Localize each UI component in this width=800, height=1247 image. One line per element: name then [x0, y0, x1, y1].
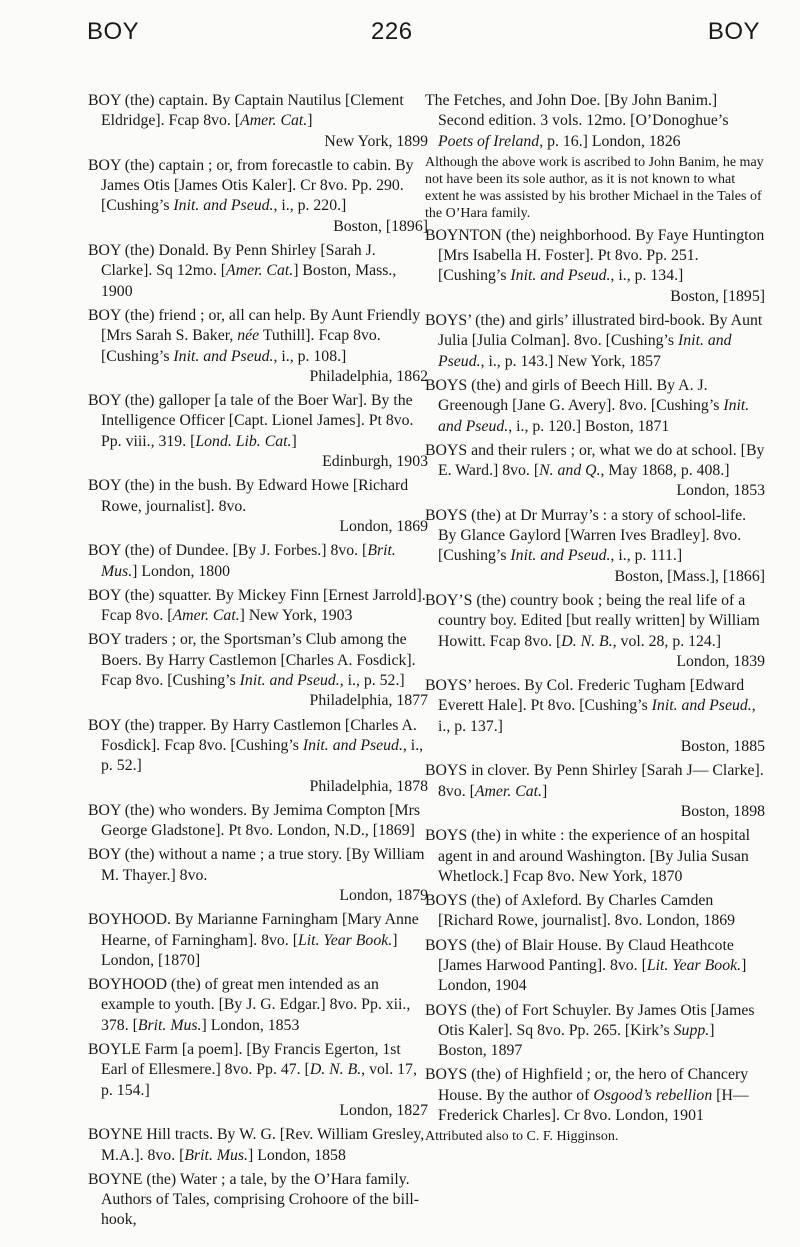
catalog-entry — [88, 1040, 428, 1121]
entry-text: BOYS’ heroes. By Col. Frederic Tugham [Edward Everett Hale]. Pt 8vo. [Cushing’s — [425, 677, 745, 715]
entry-italic-text: Init. and Pseud. — [510, 547, 611, 565]
entry-italic-text: Init. and Pseud. — [438, 397, 750, 435]
right-column — [425, 91, 765, 1149]
entry-text: ] London, [1870] — [101, 931, 398, 969]
entry-text: , i., p. 111.] — [610, 547, 683, 565]
entry-text: ] — [307, 112, 313, 130]
entry-text: [H— Frederick Charles]. Cr 8vo. London, 1901 — [438, 1086, 749, 1125]
entry-italic-text: Init. and Pseud. — [302, 736, 403, 754]
entry-text: ] London, 1858 — [248, 1146, 346, 1164]
entry-text: , i., p. 220.] — [273, 197, 347, 215]
entry-text: BOYHOOD (the) of great men intended as an example to youth. [By J. G. Edgar.] 8vo. Pp. xii., 378. [ — [88, 976, 411, 1034]
entry-text: BOYS (the) at Dr Murray’s : a story of school-life. By Glance Gaylord [Warren Ives Bradley]. 8vo. [Cushing’s — [425, 506, 747, 565]
entry-italic-text: Lit. Year Book. — [297, 931, 393, 949]
catalog-entry — [425, 591, 765, 672]
entry-imprint: Edinburgh, 1903 — [322, 453, 428, 471]
entry-text: BOYNE (the) Water ; a tale, by the O’Hara family. Authors of Tales, comprising Crohoore of the bill-hook, — [88, 1170, 419, 1229]
catalog-entry — [88, 910, 428, 971]
entry-text: BOYHOOD. By Marianne Farningham [Mary Anne Hearne, of Farningham]. 8vo. [ — [88, 911, 419, 949]
page-number: 226 — [371, 18, 413, 45]
entry-text: , vol. 28, p. 124.] — [612, 632, 722, 650]
entry-text: , i., p. 108.] — [273, 347, 347, 365]
entry-imprint: Boston, 1885 — [680, 738, 765, 756]
catalog-entry — [88, 716, 428, 797]
entry-text: , i., p. 134.] — [610, 267, 684, 285]
entry-text: BOY (the) trapper. By Harry Castlemon [Charles A. Fosdick]. Fcap 8vo. [Cushing’s — [88, 716, 417, 754]
entry-text: ] New York, 1903 — [239, 607, 353, 625]
entry-text: BOY (the) captain. By Captain Nautilus [Clement Eldridge]. Fcap 8vo. [ — [88, 92, 404, 130]
entry-italic-text: née — [237, 327, 260, 345]
header-right-word: BOY — [707, 18, 760, 45]
catalog-entry — [425, 891, 765, 932]
entry-italic-text: Init. and Pseud. — [438, 332, 732, 370]
entry-text: BOYS (the) of Highfield ; or, the hero of Chancery House. By the author of — [425, 1066, 749, 1104]
entry-text: ] London, 1800 — [132, 562, 230, 580]
entry-text: BOY (the) in the bush. By Edward Howe [Richard Rowe, journalist]. 8vo. — [88, 477, 409, 515]
entry-italic-text: Brit. Mus. — [101, 542, 396, 580]
catalog-entry — [88, 476, 428, 537]
entry-italic-text: Amer. Cat. — [240, 112, 308, 130]
catalog-entry — [425, 761, 765, 822]
catalog-entry — [425, 226, 765, 307]
entry-italic-text: Init. and Pseud. — [651, 697, 752, 715]
catalog-entry — [88, 586, 428, 627]
entry-text: BOYS (the) of Axleford. By Charles Camden [Richard Rowe, journalist]. 8vo. London, 1869 — [425, 892, 736, 930]
entry-text: , i., p. 143.] New York, 1857 — [480, 352, 661, 370]
entry-text: ] London, 1904 — [438, 956, 747, 995]
entry-italic-text: Poets of Ireland — [438, 132, 540, 150]
entry-text: BOYS in clover. By Penn Shirley [Sarah J— Clarke]. 8vo. [ — [425, 762, 764, 800]
entry-text: , p. 16.] London, 1826 — [539, 132, 681, 150]
entry-italic-text: Amer. Cat. — [474, 782, 542, 800]
entry-imprint: London, 1869 — [339, 517, 428, 535]
catalog-entry — [88, 91, 428, 152]
catalog-entry — [425, 1065, 765, 1145]
entry-text: ] Boston, Mass., 1900 — [101, 262, 397, 300]
catalog-entry — [425, 676, 765, 757]
entry-italic-text: Brit. Mus. — [137, 1016, 202, 1034]
catalog-entry — [88, 241, 428, 302]
entry-note: Attributed also to C. F. Higginson. — [425, 1129, 619, 1145]
entry-text: BOYLE Farm [a poem]. [By Francis Egerton, 1st Earl of Ellesmere.] 8vo. Pp. 47. [ — [88, 1041, 401, 1079]
entry-italic-text: Amer. Cat. — [172, 607, 240, 625]
entry-imprint: Boston, [1896] — [333, 217, 428, 235]
entry-italic-text: Lit. Year Book. — [646, 956, 742, 974]
catalog-entry — [425, 936, 765, 997]
entry-text: BOYS (the) and girls of Beech Hill. By A. J. Greenough [Jane G. Avery]. 8vo. [Cushing’s — [425, 376, 724, 415]
entry-imprint: Boston, [1895] — [670, 287, 765, 305]
entry-imprint: Philadelphia, 1877 — [309, 692, 428, 710]
catalog-entry — [88, 541, 428, 582]
entry-italic-text: Init. and Pseud. — [510, 267, 611, 285]
entry-note: Although the above work is ascribed to John Banim, he may not have been its sole author, as it is not known to what extent he was assisted by his brother Michael in the Tales of the O’Hara family. — [425, 154, 764, 221]
catalog-entry — [88, 801, 428, 842]
entry-text: ] London, 1853 — [201, 1016, 300, 1034]
running-header — [0, 18, 800, 52]
entry-imprint: London, 1827 — [339, 1101, 428, 1119]
entry-italic-text: Init. and Pseud. — [173, 347, 274, 365]
entry-italic-text: Init. and Pseud. — [173, 197, 274, 215]
catalog-entry — [425, 311, 765, 372]
left-column — [88, 91, 428, 1235]
entry-imprint: Boston, [Mass.], [1866] — [614, 567, 765, 585]
entry-text: BOY’S (the) country book ; being the real life of a country boy. Edited [but really written] by William Howitt. Fcap 8vo. [ — [425, 591, 760, 650]
entry-text: , vol. 17, p. 154.] — [101, 1061, 417, 1099]
entry-text: BOYS (the) of Fort Schuyler. By James Otis [James Otis Kaler]. Sq 8vo. Pp. 265. [Kirk’s — [425, 1001, 755, 1039]
entry-text: BOYS (the) of Blair House. By Claud Heathcote [James Harwood Panting]. 8vo. [ — [425, 936, 734, 974]
catalog-entry — [425, 441, 765, 502]
entry-text: BOY (the) of Dundee. [By J. Forbes.] 8vo. [ — [88, 542, 368, 560]
entry-text: BOY traders ; or, the Sportsman’s Club among the Boers. By Harry Castlemon [Charles A. Fosdick]. Fcap 8vo. [Cushing’s — [88, 631, 416, 690]
entry-text: , i., p. 120.] Boston, 1871 — [508, 417, 670, 435]
entry-text: BOYS and their rulers ; or, what we do at school. [By E. Ward.] 8vo. [ — [425, 441, 765, 480]
entry-text: ] — [542, 782, 548, 800]
catalog-entry — [425, 826, 765, 887]
entry-imprint: Boston, 1898 — [680, 802, 765, 820]
entry-text: BOY (the) friend ; or, all can help. By Aunt Friendly [Mrs Sarah S. Baker, — [88, 306, 421, 345]
entry-text: The Fetches, and John Doe. [By John Banim.] Second edition. 3 vols. 12mo. [O’Donoghue’s — [425, 92, 729, 130]
entry-italic-text: Lond. Lib. Cat. — [195, 432, 292, 450]
entry-imprint: Philadelphia, 1878 — [309, 777, 428, 795]
entry-text: Tuthill]. Fcap 8vo. [Cushing’s — [101, 327, 381, 365]
entry-text: ] Boston, 1897 — [438, 1021, 715, 1060]
entry-text: BOY (the) Donald. By Penn Shirley [Sarah J. Clarke]. Sq 12mo. [ — [88, 242, 376, 280]
catalog-entry — [425, 506, 765, 587]
entry-text: BOYS’ (the) and girls’ illustrated bird-book. By Aunt Julia [Julia Colman]. 8vo. [Cushing’s — [425, 312, 763, 350]
entry-text: BOYNE Hill tracts. By W. G. [Rev. William Gresley, M.A.]. 8vo. [ — [88, 1126, 425, 1164]
entry-italic-text: Init. and Pseud. — [239, 672, 340, 690]
catalog-entry — [88, 1125, 428, 1166]
entry-imprint: London, 1879 — [339, 886, 428, 904]
header-left-word: BOY — [87, 18, 140, 45]
entry-imprint: London, 1839 — [676, 652, 765, 670]
entry-text: , i., p. 137.] — [438, 697, 756, 735]
entry-text: , May 1868, p. 408.] — [600, 462, 730, 480]
catalog-entry — [425, 376, 765, 437]
entry-text: BOY (the) who wonders. By Jemima Compton [Mrs George Gladstone]. Pt 8vo. London, N.D., [1869] — [88, 801, 420, 840]
catalog-entry — [88, 630, 428, 711]
entry-imprint: New York, 1899 — [324, 132, 428, 150]
entry-text: ] — [291, 432, 297, 450]
entry-italic-text: N. and Q. — [539, 462, 601, 480]
catalog-entry — [88, 156, 428, 237]
catalog-entry — [88, 391, 428, 472]
entry-imprint: Philadelphia, 1862 — [309, 367, 428, 385]
catalog-entry — [88, 306, 428, 387]
entry-italic-text: Brit. Mus. — [184, 1146, 249, 1164]
catalog-entry — [425, 91, 765, 222]
catalog-entry — [425, 1001, 765, 1062]
catalog-entry — [88, 845, 428, 906]
entry-italic-text: Amer. Cat. — [226, 262, 294, 280]
entry-imprint: London, 1853 — [676, 482, 765, 500]
entry-text: BOYNTON (the) neighborhood. By Faye Huntington [Mrs Isabella H. Foster]. Pt 8vo. Pp. 251. [Cushing’s — [425, 226, 765, 285]
catalog-entry — [88, 975, 428, 1036]
entry-text: , i., p. 52.] — [101, 736, 424, 775]
entry-text: BOYS (the) in white : the experience of an hospital agent in and around Washington. [By Julia Susan Whetlock.] Fcap 8vo. New York, 1870 — [425, 827, 751, 885]
entry-italic-text: D. N. B. — [309, 1061, 362, 1079]
entry-italic-text: D. N. B. — [561, 632, 613, 650]
entry-italic-text: Supp. — [673, 1021, 710, 1039]
entry-text: BOY (the) galloper [a tale of the Boer War]. By the Intelligence Officer [Capt. Lionel James]. Pt 8vo. Pp. viii., 319. [ — [88, 392, 414, 450]
catalog-entry — [88, 1170, 428, 1231]
entry-text: BOY (the) without a name ; a true story. [By William M. Thayer.] 8vo. — [88, 846, 425, 884]
entry-text: BOY (the) captain ; or, from forecastle to cabin. By James Otis [James Otis Kaler]. Cr 8vo. Pp. 290. [Cushing’s — [88, 156, 414, 215]
entry-italic-text: Osgood’s rebellion — [593, 1086, 713, 1104]
entry-text: , i., p. 52.] — [339, 672, 405, 690]
entry-text: BOY (the) squatter. By Mickey Finn [Ernest Jarrold]. Fcap 8vo. [ — [88, 586, 426, 625]
